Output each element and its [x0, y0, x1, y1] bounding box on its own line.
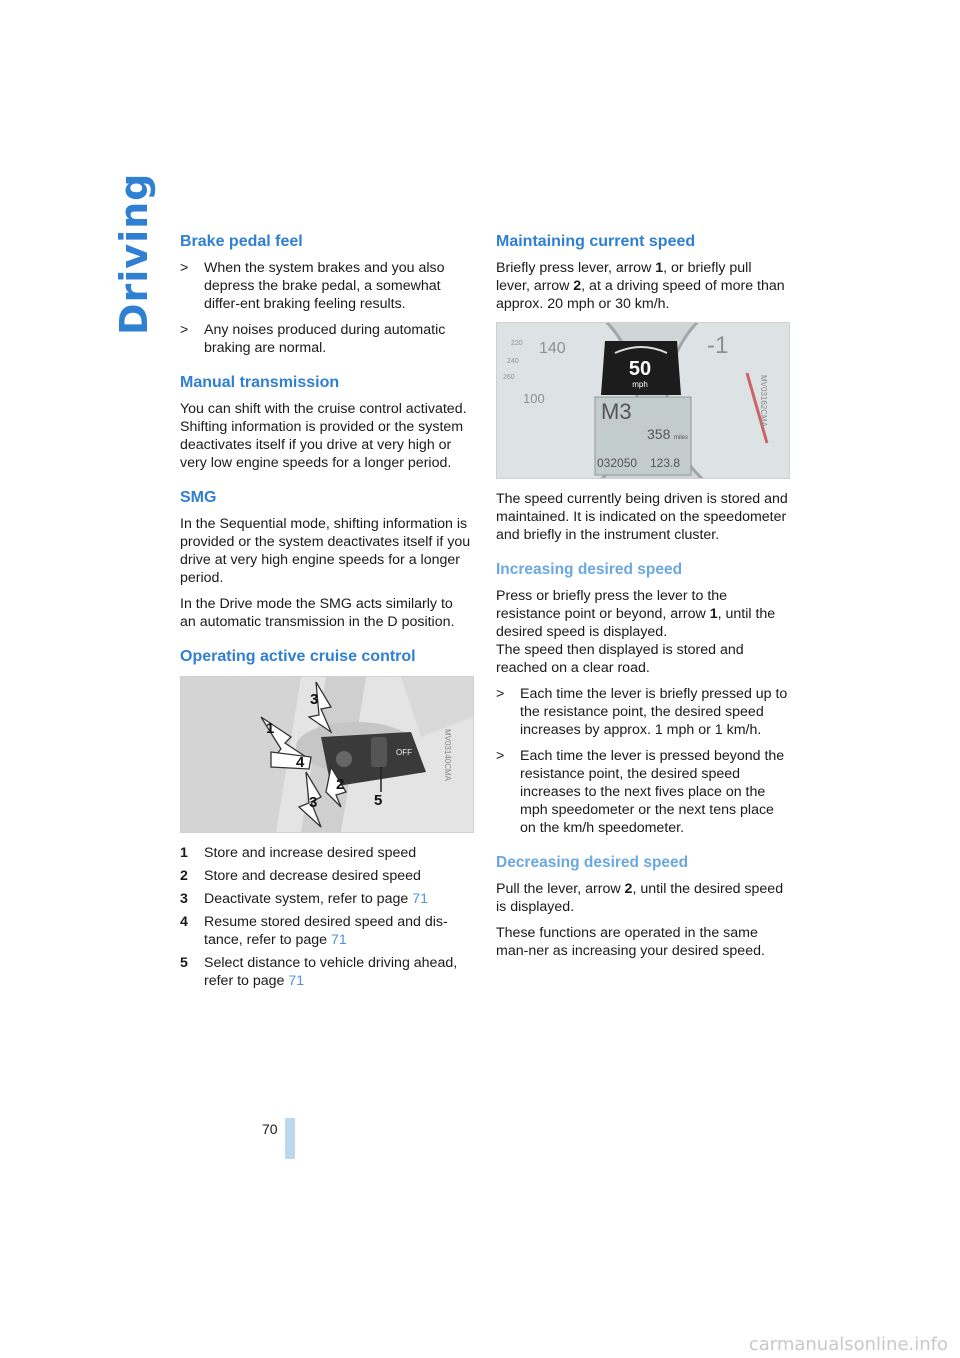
paragraph: Pull the lever, arrow 2, until the desired speed is displayed. [496, 881, 784, 915]
figure-code: MV03162CMA [758, 374, 768, 427]
figure-label: 3 [310, 691, 319, 708]
dial-number: 140 [539, 340, 566, 357]
lever-illustration [181, 677, 473, 832]
list-item: > Any noises produced during automatic braking are normal. [180, 322, 446, 356]
figure-code: MV03140CMA [442, 728, 452, 781]
list-item: > When the system brakes and you also depress the brake pedal, a somewhat differ-ent braking feeling results. [180, 260, 445, 312]
figure-label: 2 [336, 776, 345, 793]
list-item: > Each time the lever is briefly pressed up to the resistance point, the desired speed increases by approx. 1 mph or 1 km/h. [496, 686, 788, 738]
paragraph: The speed then displayed is stored and reached on a clear road. [496, 642, 744, 676]
paragraph: Briefly press lever, arrow 1, or briefly pull lever, arrow 2, at a driving speed of more than approx. 20 mph or 30 km/h. [496, 260, 785, 312]
cluster-unit: mph [632, 380, 648, 389]
list-item: > Each time the lever is pressed beyond the resistance point, the desired speed increases to the next fives place on the mph speedometer or the next tens place on the km/h speedometer. [496, 748, 785, 836]
figure-label: 1 [266, 720, 275, 737]
cluster-model: M3 [601, 399, 632, 424]
page-number: 70 [262, 1121, 278, 1137]
figure-label: 5 [374, 792, 383, 809]
paragraph: You can shift with the cruise control activated. Shifting information is provided or the system deactivates itself if you drive at very high or very low engine speeds for a longer period. [180, 401, 467, 471]
page-link[interactable]: 71 [288, 973, 305, 989]
cluster-odometer: 032050 [597, 456, 638, 470]
heading-operating-cruise-control: Operating active cruise control [180, 648, 416, 665]
legend-item: 1 Store and increase desired speed [180, 845, 417, 861]
right-column [496, 232, 788, 968]
watermark: carmanualsonline.info [748, 1334, 948, 1355]
cluster-trip: 123.8 [650, 456, 681, 470]
dial-number: 220 [511, 340, 523, 347]
heading-maintaining-speed: Maintaining current speed [496, 233, 696, 250]
dial-number: -1 [707, 332, 729, 359]
page-marker-bar [285, 1118, 295, 1159]
paragraph: In the Drive mode the SMG acts similarly to an automatic transmission in the D position. [180, 596, 455, 630]
cluster-range: 358 [647, 426, 671, 442]
legend-item: 5 Select distance to vehicle driving ahead, refer to page 71 [180, 955, 458, 989]
cluster-speed: 50 [628, 358, 652, 380]
heading-brake-pedal-feel: Brake pedal feel [180, 233, 303, 250]
figure-cruise-control-lever [180, 676, 474, 833]
legend-item: 2 Store and decrease desired speed [180, 868, 421, 884]
legend-item: 3 Deactivate system, refer to page 71 [180, 891, 428, 907]
heading-increasing-speed: Increasing desired speed [496, 561, 683, 578]
paragraph: In the Sequential mode, shifting information is provided or the system deactivates itself if you drive at very high engine speeds for a longer period. [180, 516, 471, 586]
figure-instrument-cluster [496, 322, 790, 479]
figure-label: 3 [309, 794, 318, 811]
paragraph: Press or briefly press the lever to the resistance point or beyond, arrow 1, until the desired speed is displayed. [496, 588, 776, 640]
heading-decreasing-speed: Decreasing desired speed [496, 854, 689, 871]
heading-smg: SMG [180, 489, 217, 506]
cluster-range-unit: miles [674, 435, 689, 441]
dial-number: 100 [523, 391, 545, 406]
page-link[interactable]: 71 [330, 932, 347, 948]
page-link[interactable]: 71 [412, 891, 428, 907]
left-column [180, 232, 472, 995]
chapter-side-title: Driving [112, 172, 156, 335]
dial-number: 260 [503, 374, 515, 381]
paragraph: The speed currently being driven is stored and maintained. It is indicated on the speedometer and briefly in the instrument cluster. [496, 491, 788, 543]
lever-off-label: OFF [396, 748, 412, 757]
dial-number: 240 [507, 358, 519, 365]
cluster-illustration [497, 323, 789, 478]
legend-item: 4 Resume stored desired speed and dis-tance, refer to page 71 [180, 914, 448, 948]
figure-label: 4 [296, 754, 305, 771]
paragraph: These functions are operated in the same man-ner as increasing your desired speed. [496, 925, 765, 959]
heading-manual-transmission: Manual transmission [180, 374, 340, 391]
